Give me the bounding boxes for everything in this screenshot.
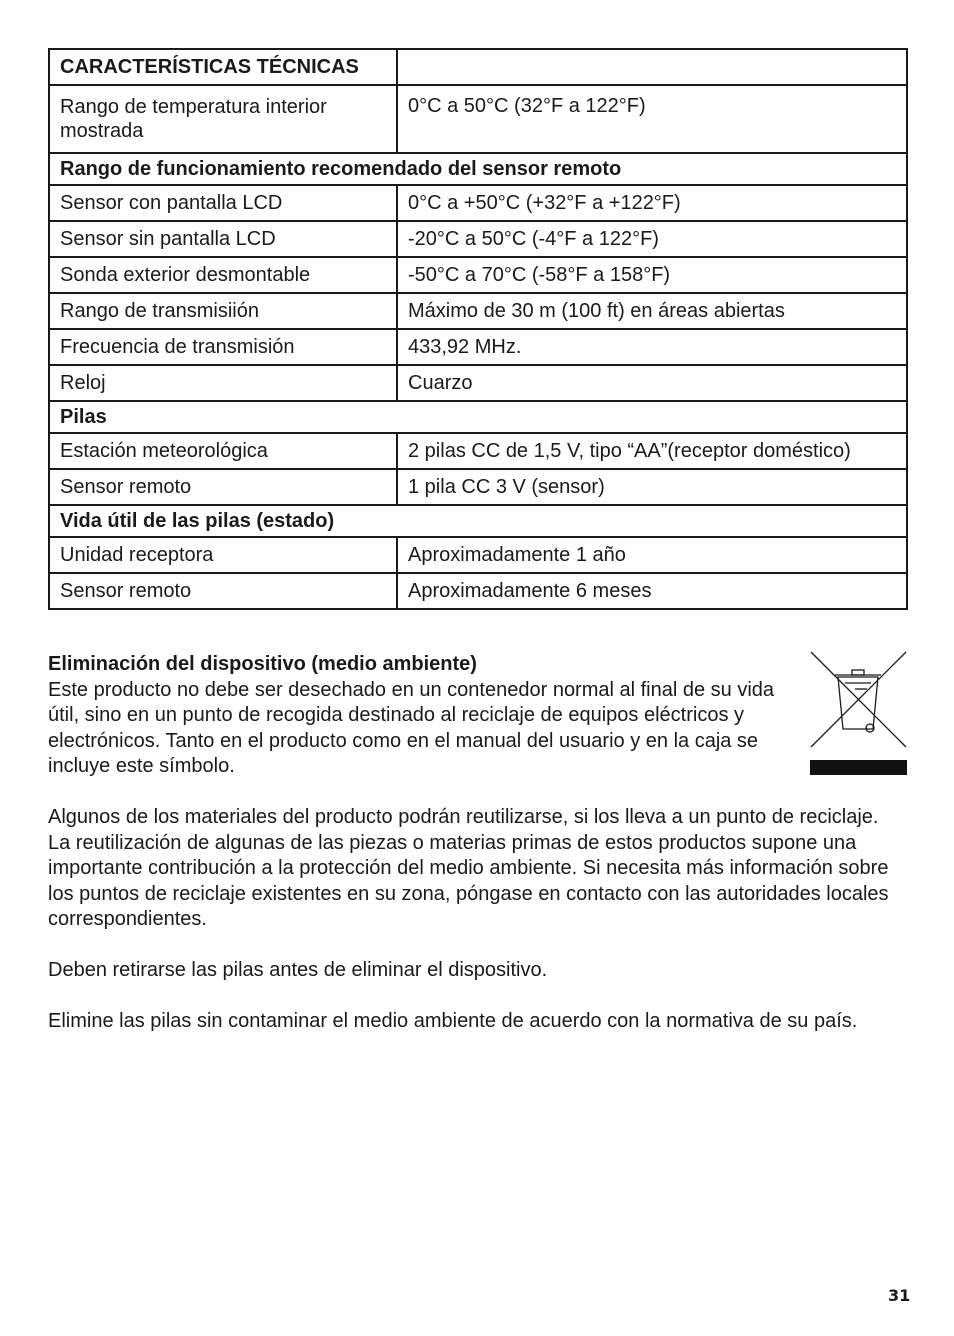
spec-label: Sensor remoto xyxy=(49,469,397,505)
disposal-intro: Este producto no debe ser desechado en un contenedor normal al final de su vida útil, sino en un punto de recogida destinado al reciclaje de equipos eléctricos y electrónicos. Tanto en el producto como en el manual del usuario y en la caja se incluye este símbolo. xyxy=(48,678,775,777)
spec-value: 0°C a 50°C (32°F a 122°F) xyxy=(397,85,907,153)
table-row xyxy=(49,469,907,505)
spec-value: 2 pilas CC de 1,5 V, tipo “AA”(receptor doméstico) xyxy=(397,433,907,469)
specs-header-label: CARACTERÍSTICAS TÉCNICAS xyxy=(49,49,397,85)
table-row xyxy=(49,365,907,401)
table-row xyxy=(49,433,907,469)
recycling-paragraph: Algunos de los materiales del producto podrán reutilizarse, si los lleva a un punto de reciclaje. La reutilización de algunas de las piezas o materias primas de estos productos supone una importante contribución a la protección del medio ambiente. Si necesita más información sobre los puntos de reciclaje existentes en su zona, póngase en contacto con las autoridades locales correspondientes. xyxy=(48,806,889,930)
page-number: 31 xyxy=(888,1286,911,1305)
table-row xyxy=(49,537,907,573)
table-row xyxy=(49,573,907,609)
battery-disposal-paragraph: Elimine las pilas sin contaminar el medio ambiente de acuerdo con la normativa de su país. xyxy=(48,1010,858,1032)
table-row xyxy=(49,221,907,257)
spec-label: Sensor remoto xyxy=(49,573,397,609)
spec-label: Reloj xyxy=(49,365,397,401)
spec-value: -20°C a 50°C (-4°F a 122°F) xyxy=(397,221,907,257)
specs-header-value xyxy=(397,49,907,85)
crossed-out-wheelie-bin-icon xyxy=(810,651,907,775)
disposal-section xyxy=(48,652,788,780)
section-title-batteries: Pilas xyxy=(49,401,907,433)
spec-value: 0°C a +50°C (+32°F a +122°F) xyxy=(397,185,907,221)
spec-value: Máximo de 30 m (100 ft) en áreas abiertas xyxy=(397,293,907,329)
spec-value: Aproximadamente 6 meses xyxy=(397,573,907,609)
section-row xyxy=(49,505,907,537)
spec-label: Estación meteorológica xyxy=(49,433,397,469)
table-row xyxy=(49,329,907,365)
section-row xyxy=(49,401,907,433)
table-row xyxy=(49,85,907,153)
section-title-battery-life: Vida útil de las pilas (estado) xyxy=(49,505,907,537)
spec-label: Sensor con pantalla LCD xyxy=(49,185,397,221)
disposal-heading: Eliminación del dispositivo (medio ambiente) xyxy=(48,653,477,675)
spec-value: Cuarzo xyxy=(397,365,907,401)
spec-label: Sensor sin pantalla LCD xyxy=(49,221,397,257)
remove-batteries-paragraph: Deben retirarse las pilas antes de eliminar el dispositivo. xyxy=(48,959,548,981)
spec-label: Unidad receptora xyxy=(49,537,397,573)
spec-value: Aproximadamente 1 año xyxy=(397,537,907,573)
table-row xyxy=(49,185,907,221)
spec-label: Rango de transmisiión xyxy=(49,293,397,329)
spec-label: Sonda exterior desmontable xyxy=(49,257,397,293)
table-row xyxy=(49,293,907,329)
spec-value: 433,92 MHz. xyxy=(397,329,907,365)
spec-value: -50°C a 70°C (-58°F a 158°F) xyxy=(397,257,907,293)
spec-value: 1 pila CC 3 V (sensor) xyxy=(397,469,907,505)
specs-header-row xyxy=(49,49,907,85)
technical-specs-table xyxy=(48,48,908,610)
spec-label: Rango de temperatura interior mostrada xyxy=(49,85,397,153)
section-title-sensor: Rango de funcionamiento recomendado del sensor remoto xyxy=(49,153,907,185)
section-row xyxy=(49,153,907,185)
table-row xyxy=(49,257,907,293)
spec-label: Frecuencia de transmisión xyxy=(49,329,397,365)
